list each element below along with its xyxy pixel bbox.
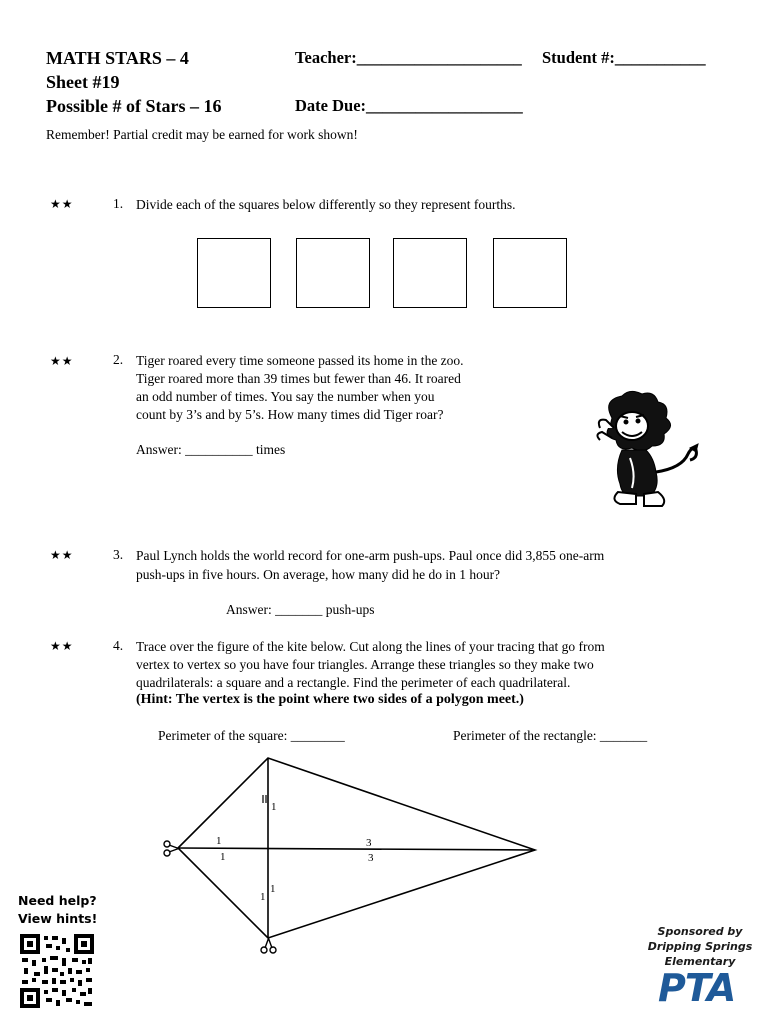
kite-label-bottom: 1 <box>260 891 266 903</box>
sponsor-text <box>640 924 760 969</box>
kite-label-right: 3 <box>366 837 372 849</box>
help-line-2: View hints! <box>18 911 98 926</box>
q4-line-1: Trace over the figure of the kite below. Cut along the lines of your tracing that go from <box>136 639 605 654</box>
fraction-square-2 <box>296 238 370 308</box>
q4-hint: (Hint: The vertex is the point where two sides of a polygon meet.) <box>136 692 524 707</box>
kite-label-right-tick: 3 <box>368 852 374 864</box>
lion-illustration-icon <box>592 388 702 513</box>
q4-line-2: vertex to vertex so you have four triangles. Arrange these triangles so they make two <box>136 657 594 672</box>
q1-text: Divide each of the squares below differently so they represent fourths. <box>136 197 516 212</box>
q3-number: 3. <box>113 547 124 562</box>
date-due-field: Date Due:___________________ <box>295 96 523 115</box>
q4-stars: ★★ <box>50 639 74 653</box>
q3-stars: ★★ <box>50 548 74 562</box>
sponsor-line-1: Sponsored by <box>657 925 743 938</box>
q3-line-2: push-ups in five hours. On average, how many did he do in 1 hour? <box>136 567 501 582</box>
q3-line-1: Paul Lynch holds the world record for one-arm push-ups. Paul once did 3,855 one-arm <box>136 548 605 563</box>
kite-label-bottom-tick: 1 <box>270 883 276 895</box>
teacher-field: Teacher:____________________ <box>295 48 522 67</box>
q2-line-1: Tiger roared every time someone passed its home in the zoo. <box>136 353 464 368</box>
sheet-title: MATH STARS – 4 <box>46 48 189 68</box>
perimeter-rectangle-label: Perimeter of the rectangle: _______ <box>453 728 648 743</box>
sheet-number: Sheet #19 <box>46 72 120 92</box>
kite-label-left: 1 <box>216 835 222 847</box>
fraction-square-1 <box>197 238 271 308</box>
q4-line-3: quadrilaterals: a square and a rectangle. Find the perimeter of each quadrilateral. <box>136 675 571 690</box>
fraction-square-4 <box>493 238 567 308</box>
sponsor-line-2: Dripping Springs <box>647 940 753 953</box>
pta-logo: PTA <box>658 966 736 1010</box>
q2-number: 2. <box>113 352 124 367</box>
q2-answer: Answer: __________ times <box>136 442 286 457</box>
sponsor-line-3: Elementary <box>664 955 736 968</box>
scissors-icon-left <box>164 841 180 856</box>
kite-figure <box>150 750 550 960</box>
reminder-text: Remember! Partial credit may be earned for work shown! <box>46 127 358 142</box>
q1-stars: ★★ <box>50 197 74 211</box>
possible-stars: Possible # of Stars – 16 <box>46 96 222 116</box>
q2-line-2: Tiger roared more than 39 times but fewer than 46. It roared <box>136 371 461 386</box>
kite-horizontal-diagonal <box>178 848 535 850</box>
kite-label-top: 1 <box>271 801 277 813</box>
help-line-1: Need help? <box>18 893 97 908</box>
q3-answer: Answer: _______ push-ups <box>226 602 375 617</box>
student-field: Student #:___________ <box>542 48 706 67</box>
q2-line-3: an odd number of times. You say the number when you <box>136 389 435 404</box>
scissors-icon-bottom <box>261 937 276 953</box>
perimeter-square-label: Perimeter of the square: ________ <box>158 728 345 743</box>
q2-line-4: count by 3’s and by 5’s. How many times did Tiger roar? <box>136 407 444 422</box>
q4-number: 4. <box>113 638 124 653</box>
q2-stars: ★★ <box>50 354 74 368</box>
q1-number: 1. <box>113 196 124 211</box>
kite-label-left-tick: 1 <box>220 851 226 863</box>
fraction-square-3 <box>393 238 467 308</box>
qr-code-icon[interactable] <box>20 934 94 1008</box>
